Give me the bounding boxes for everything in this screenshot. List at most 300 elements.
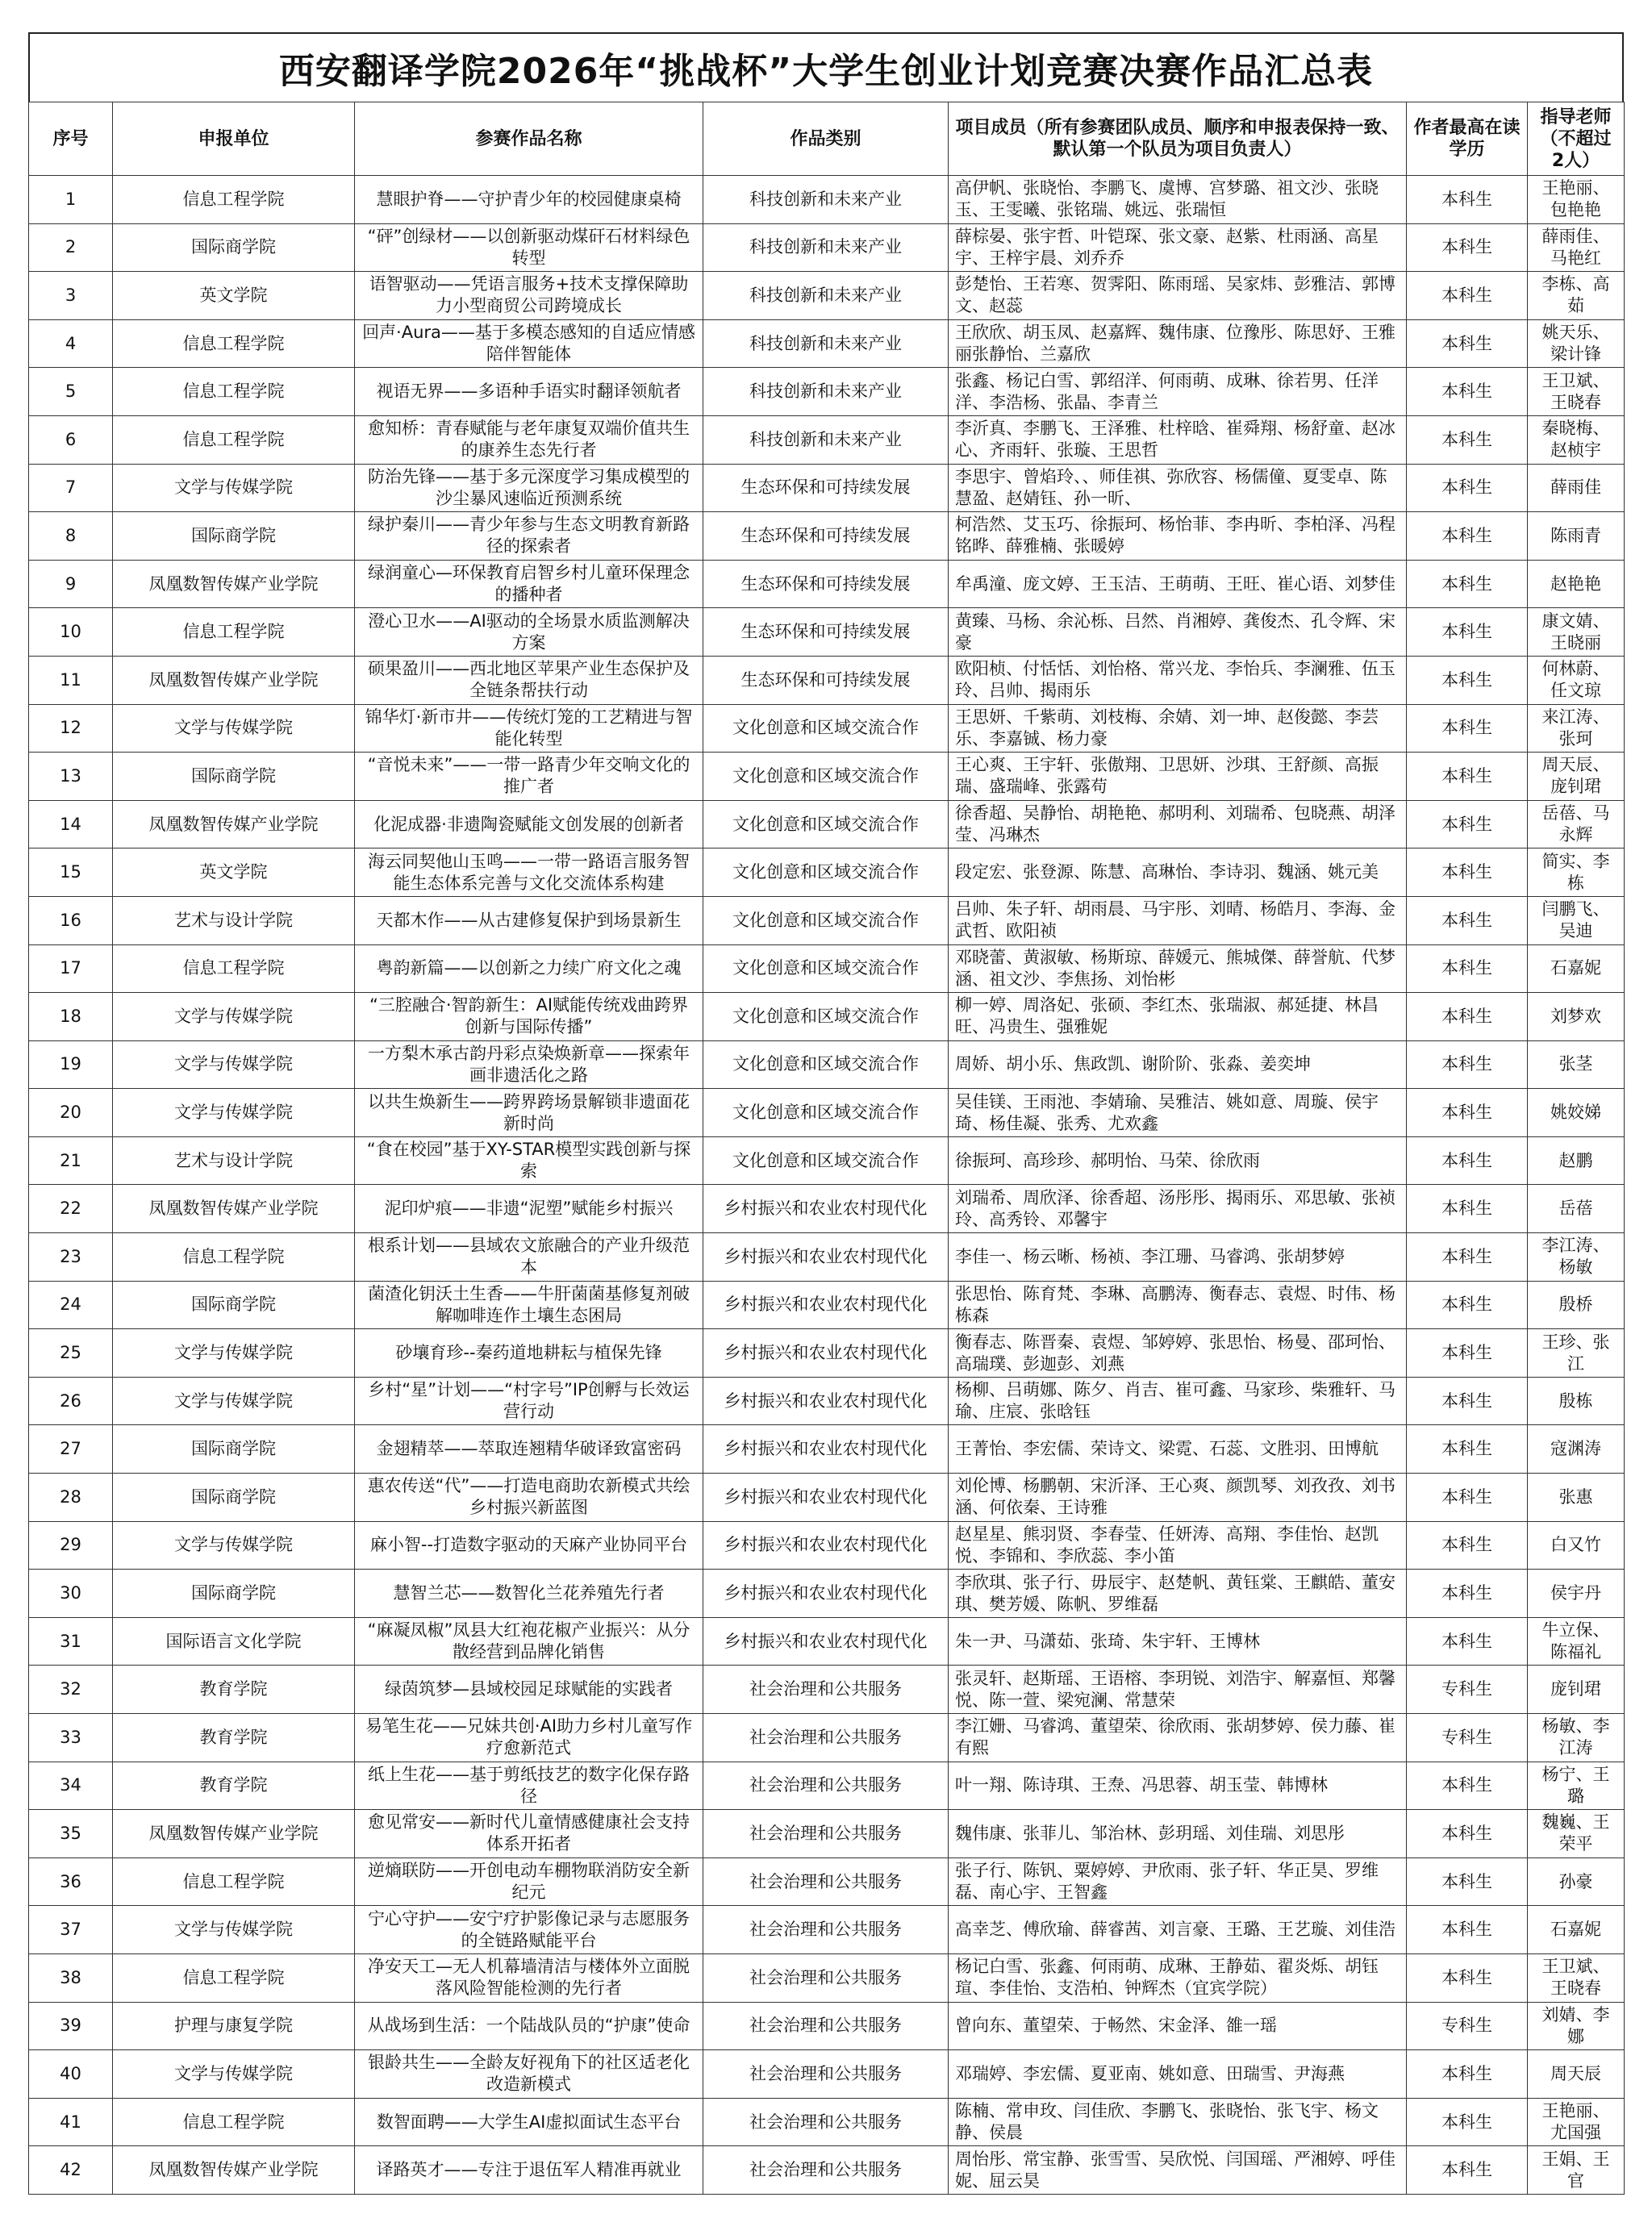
- cell-unit: 国际商学院: [113, 1570, 355, 1618]
- cell-index: 22: [29, 1185, 113, 1233]
- cell-advisor: 来江涛、张珂: [1528, 704, 1625, 753]
- cell-members: 周怡彤、常宝静、张雪雪、吴欣悦、闫国瑶、严湘婷、呼佳妮、屈云昊: [949, 2146, 1407, 2195]
- cell-unit: 国际商学院: [113, 1281, 355, 1329]
- cell-category: 科技创新和未来产业: [703, 223, 949, 272]
- cell-members: 朱一尹、马潇茹、张琦、朱宇轩、王博林: [949, 1617, 1407, 1666]
- cell-unit: 信息工程学院: [113, 176, 355, 224]
- cell-entry-name: 净安天工—无人机幕墙清洁与楼体外立面脱落风险智能检测的先行者: [355, 1953, 703, 2002]
- cell-entry-name: 惠农传送“代”——打造电商助农新模式共绘乡村振兴新蓝图: [355, 1474, 703, 1522]
- cell-advisor: 岳蓓: [1528, 1185, 1625, 1233]
- table-row: [29, 223, 1625, 272]
- cell-advisor: 薛雨佳、马艳红: [1528, 223, 1625, 272]
- table-row: [29, 1953, 1625, 2002]
- table-row: [29, 753, 1625, 801]
- cell-advisor: 魏巍、王荣平: [1528, 1810, 1625, 1858]
- cell-index: 41: [29, 2098, 113, 2146]
- cell-unit: 文学与传媒学院: [113, 704, 355, 753]
- cell-unit: 信息工程学院: [113, 319, 355, 368]
- cell-education: 本科生: [1407, 1858, 1528, 1906]
- cell-unit: 凤凰数智传媒产业学院: [113, 800, 355, 848]
- cell-index: 20: [29, 1089, 113, 1137]
- cell-entry-name: 绿茵筑梦—县域校园足球赋能的实践者: [355, 1666, 703, 1714]
- cell-category: 文化创意和区域交流合作: [703, 800, 949, 848]
- cell-education: 本科生: [1407, 993, 1528, 1041]
- cell-index: 9: [29, 560, 113, 608]
- cell-unit: 文学与传媒学院: [113, 1521, 355, 1570]
- table-row: [29, 896, 1625, 944]
- cell-category: 文化创意和区域交流合作: [703, 753, 949, 801]
- cell-category: 社会治理和公共服务: [703, 1762, 949, 1810]
- cell-members: 张子行、陈钒、粟婷婷、尹欣雨、张子轩、华正昊、罗维磊、南心宇、王智鑫: [949, 1858, 1407, 1906]
- cell-index: 39: [29, 2002, 113, 2050]
- cell-index: 28: [29, 1474, 113, 1522]
- table-row: [29, 1281, 1625, 1329]
- cell-entry-name: 一方梨木承古韵丹彩点染焕新章——探索年画非遗活化之路: [355, 1040, 703, 1089]
- cell-unit: 教育学院: [113, 1714, 355, 1762]
- cell-entry-name: “三腔融合·智韵新生：AI赋能传统戏曲跨界创新与国际传播”: [355, 993, 703, 1041]
- cell-index: 23: [29, 1233, 113, 1282]
- cell-education: 本科生: [1407, 656, 1528, 704]
- cell-members: 李欣琪、张子行、毋辰宇、赵楚帆、黄钰棠、王麒皓、董安琪、樊芳媛、陈帆、罗维磊: [949, 1570, 1407, 1618]
- table-row: [29, 2146, 1625, 2195]
- cell-education: 本科生: [1407, 704, 1528, 753]
- cell-education: 本科生: [1407, 1233, 1528, 1282]
- cell-advisor: 周天辰、庞钊珺: [1528, 753, 1625, 801]
- cell-category: 生态环保和可持续发展: [703, 464, 949, 512]
- cell-entry-name: 译路英才——专注于退伍军人精准再就业: [355, 2146, 703, 2195]
- cell-unit: 护理与康复学院: [113, 2002, 355, 2050]
- cell-index: 27: [29, 1425, 113, 1474]
- cell-index: 11: [29, 656, 113, 704]
- cell-entry-name: 慧智兰芯——数智化兰花养殖先行者: [355, 1570, 703, 1618]
- col-header-entry-name: 参赛作品名称: [355, 102, 703, 176]
- cell-entry-name: 澄心卫水——AI驱动的全场景水质监测解决方案: [355, 608, 703, 657]
- table-row: [29, 560, 1625, 608]
- cell-category: 文化创意和区域交流合作: [703, 993, 949, 1041]
- cell-index: 6: [29, 415, 113, 464]
- cell-education: 本科生: [1407, 2098, 1528, 2146]
- cell-unit: 凤凰数智传媒产业学院: [113, 1810, 355, 1858]
- cell-category: 乡村振兴和农业农村现代化: [703, 1425, 949, 1474]
- cell-education: 专科生: [1407, 1714, 1528, 1762]
- cell-index: 18: [29, 993, 113, 1041]
- table-row: [29, 1089, 1625, 1137]
- cell-advisor: 王卫斌、王晓春: [1528, 1953, 1625, 2002]
- table-row: [29, 1329, 1625, 1378]
- cell-members: 张思怡、陈育梵、李琳、高鹏涛、衡春志、袁煜、时伟、杨栋森: [949, 1281, 1407, 1329]
- cell-index: 26: [29, 1377, 113, 1425]
- cell-index: 3: [29, 272, 113, 320]
- header-row: [29, 102, 1625, 176]
- cell-advisor: 李江涛、杨敏: [1528, 1233, 1625, 1282]
- cell-index: 5: [29, 368, 113, 416]
- cell-entry-name: 绿护秦川——青少年参与生态文明教育新路径的探索者: [355, 512, 703, 561]
- table-row: [29, 1810, 1625, 1858]
- cell-members: 段定宏、张登源、陈慧、高琳怡、李诗羽、魏涵、姚元美: [949, 848, 1407, 897]
- cell-advisor: 侯宇丹: [1528, 1570, 1625, 1618]
- cell-advisor: 石嘉妮: [1528, 944, 1625, 993]
- cell-advisor: 张惠: [1528, 1474, 1625, 1522]
- cell-members: 牟禹潼、庞文婷、王玉洁、王萌萌、王旺、崔心语、刘梦佳: [949, 560, 1407, 608]
- cell-members: 柯浩然、艾玉巧、徐振珂、杨怡菲、李冉昕、李柏泽、冯程铭晔、薛雅楠、张暖婷: [949, 512, 1407, 561]
- cell-category: 科技创新和未来产业: [703, 415, 949, 464]
- table-row: [29, 1474, 1625, 1522]
- cell-index: 7: [29, 464, 113, 512]
- cell-category: 社会治理和公共服务: [703, 2050, 949, 2099]
- cell-members: 李思宇、曾焰玲、、师佳祺、弥欣容、杨儒僮、夏雯卓、陈慧盈、赵婧钰、孙一昕、: [949, 464, 1407, 512]
- table-row: [29, 656, 1625, 704]
- cell-advisor: 陈雨青: [1528, 512, 1625, 561]
- cell-education: 本科生: [1407, 1570, 1528, 1618]
- cell-entry-name: 天都木作——从古建修复保护到场景新生: [355, 896, 703, 944]
- cell-category: 社会治理和公共服务: [703, 1810, 949, 1858]
- cell-members: 黄臻、马杨、余沁栎、吕然、肖湘婷、龚俊杰、孔令辉、宋豪: [949, 608, 1407, 657]
- table-row: [29, 415, 1625, 464]
- cell-advisor: 王卫斌、王晓春: [1528, 368, 1625, 416]
- cell-education: 本科生: [1407, 608, 1528, 657]
- cell-members: 高幸芝、傅欣瑜、薛睿茜、刘言豪、王璐、王艺璇、刘佳浩: [949, 1906, 1407, 1954]
- cell-category: 社会治理和公共服务: [703, 2146, 949, 2195]
- cell-unit: 国际商学院: [113, 1425, 355, 1474]
- cell-advisor: 简实、李栋: [1528, 848, 1625, 897]
- cell-category: 乡村振兴和农业农村现代化: [703, 1185, 949, 1233]
- cell-entry-name: 语智驱动——凭语言服务+技术支撑保障助力小型商贸公司跨境成长: [355, 272, 703, 320]
- table-row: [29, 1233, 1625, 1282]
- table-row: [29, 2002, 1625, 2050]
- cell-education: 本科生: [1407, 464, 1528, 512]
- cell-category: 乡村振兴和农业农村现代化: [703, 1474, 949, 1522]
- cell-entry-name: 愈见常安——新时代儿童情感健康社会支持体系开拓者: [355, 1810, 703, 1858]
- cell-members: 周娇、胡小乐、焦政凯、谢阶阶、张淼、姜奕坤: [949, 1040, 1407, 1089]
- cell-unit: 文学与传媒学院: [113, 464, 355, 512]
- cell-education: 本科生: [1407, 415, 1528, 464]
- cell-index: 8: [29, 512, 113, 561]
- cell-category: 社会治理和公共服务: [703, 1953, 949, 2002]
- cell-members: 薛棕晏、张宇哲、叶铠琛、张文豪、赵紫、杜雨涵、高星宇、王梓宇晨、刘乔乔: [949, 223, 1407, 272]
- cell-unit: 信息工程学院: [113, 368, 355, 416]
- cell-index: 25: [29, 1329, 113, 1378]
- cell-advisor: 庞钊珺: [1528, 1666, 1625, 1714]
- cell-index: 38: [29, 1953, 113, 2002]
- cell-unit: 教育学院: [113, 1666, 355, 1714]
- cell-unit: 国际商学院: [113, 1474, 355, 1522]
- table-row: [29, 1666, 1625, 1714]
- cell-entry-name: 绿润童心—环保教育启智乡村儿童环保理念的播种者: [355, 560, 703, 608]
- cell-entry-name: 砂壤育珍--秦药道地耕耘与植保先锋: [355, 1329, 703, 1378]
- cell-index: 33: [29, 1714, 113, 1762]
- cell-category: 乡村振兴和农业农村现代化: [703, 1377, 949, 1425]
- cell-advisor: 王娟、王官: [1528, 2146, 1625, 2195]
- cell-unit: 信息工程学院: [113, 1858, 355, 1906]
- cell-entry-name: 从战场到生活：一个陆战队员的“护康”使命: [355, 2002, 703, 2050]
- cell-members: 欧阳桢、付恬恬、刘怡格、常兴龙、李怡兵、李澜雅、伍玉玲、吕帅、揭雨乐: [949, 656, 1407, 704]
- cell-category: 乡村振兴和农业农村现代化: [703, 1233, 949, 1282]
- cell-members: 王心爽、王宇轩、张傲翔、卫思妍、沙琪、王舒颜、高振瑞、盛瑞峰、张露苟: [949, 753, 1407, 801]
- cell-category: 乡村振兴和农业农村现代化: [703, 1617, 949, 1666]
- cell-members: 衡春志、陈晋秦、袁煜、邹婷婷、张思怡、杨曼、邵珂怡、高瑞璞、彭迦彭、刘燕: [949, 1329, 1407, 1378]
- cell-education: 本科生: [1407, 512, 1528, 561]
- cell-entry-name: “砰”创绿材——以创新驱动煤矸石材料绿色转型: [355, 223, 703, 272]
- table-row: [29, 1521, 1625, 1570]
- cell-index: 30: [29, 1570, 113, 1618]
- cell-education: 本科生: [1407, 319, 1528, 368]
- cell-index: 42: [29, 2146, 113, 2195]
- cell-advisor: 殷栋: [1528, 1377, 1625, 1425]
- cell-members: 吴佳镁、王雨池、李婧瑜、吴雅洁、姚如意、周璇、侯宇琦、杨佳凝、张秀、尤欢鑫: [949, 1089, 1407, 1137]
- cell-education: 本科生: [1407, 1810, 1528, 1858]
- cell-education: 本科生: [1407, 1377, 1528, 1425]
- cell-category: 社会治理和公共服务: [703, 2002, 949, 2050]
- cell-index: 36: [29, 1858, 113, 1906]
- cell-education: 本科生: [1407, 368, 1528, 416]
- cell-advisor: 杨敏、李江涛: [1528, 1714, 1625, 1762]
- cell-education: 本科生: [1407, 1136, 1528, 1185]
- cell-category: 社会治理和公共服务: [703, 1714, 949, 1762]
- cell-unit: 凤凰数智传媒产业学院: [113, 1185, 355, 1233]
- cell-index: 10: [29, 608, 113, 657]
- cell-category: 文化创意和区域交流合作: [703, 1089, 949, 1137]
- cell-members: 吕帅、朱子轩、胡雨晨、马宇彤、刘晴、杨皓月、李海、金武哲、欧阳祯: [949, 896, 1407, 944]
- cell-unit: 国际商学院: [113, 223, 355, 272]
- cell-index: 4: [29, 319, 113, 368]
- cell-entry-name: 化泥成器·非遗陶瓷赋能文创发展的创新者: [355, 800, 703, 848]
- cell-entry-name: 易笔生花——兄妹共创·AI助力乡村儿童写作疗愈新范式: [355, 1714, 703, 1762]
- cell-index: 31: [29, 1617, 113, 1666]
- col-header-category: 作品类别: [703, 102, 949, 176]
- sheet-title: 西安翻译学院2026年“挑战杯”大学生创业计划竞赛决赛作品汇总表: [28, 32, 1624, 102]
- cell-education: 本科生: [1407, 1521, 1528, 1570]
- cell-index: 29: [29, 1521, 113, 1570]
- cell-entry-name: 根系计划——县域农文旅融合的产业升级范本: [355, 1233, 703, 1282]
- cell-index: 17: [29, 944, 113, 993]
- cell-members: 邓晓蕾、黄淑敏、杨斯琼、薛媛元、熊城傑、薛誉航、代梦涵、祖文沙、李焦扬、刘怡彬: [949, 944, 1407, 993]
- cell-unit: 文学与传媒学院: [113, 2050, 355, 2099]
- cell-entry-name: 麻小智--打造数字驱动的天麻产业协同平台: [355, 1521, 703, 1570]
- cell-advisor: 石嘉妮: [1528, 1906, 1625, 1954]
- cell-members: 高伊帆、张晓怡、李鹏飞、虞博、宫梦璐、祖文沙、张晓玉、王雯曦、张铭瑞、姚远、张瑞恒: [949, 176, 1407, 224]
- cell-category: 乡村振兴和农业农村现代化: [703, 1570, 949, 1618]
- cell-unit: 凤凰数智传媒产业学院: [113, 560, 355, 608]
- cell-entry-name: 数智面聘——大学生AI虚拟面试生态平台: [355, 2098, 703, 2146]
- cell-index: 34: [29, 1762, 113, 1810]
- cell-index: 21: [29, 1136, 113, 1185]
- table-row: [29, 993, 1625, 1041]
- table-row: [29, 1617, 1625, 1666]
- cell-entry-name: 泥印炉痕——非遗“泥塑”赋能乡村振兴: [355, 1185, 703, 1233]
- cell-members: 魏伟康、张菲儿、邹治林、彭玥瑶、刘佳瑞、刘思彤: [949, 1810, 1407, 1858]
- cell-unit: 国际语言文化学院: [113, 1617, 355, 1666]
- col-header-unit: 申报单位: [113, 102, 355, 176]
- cell-unit: 文学与传媒学院: [113, 1906, 355, 1954]
- cell-members: 徐振珂、高珍珍、郝明怡、马荣、徐欣雨: [949, 1136, 1407, 1185]
- cell-education: 本科生: [1407, 1040, 1528, 1089]
- cell-category: 生态环保和可持续发展: [703, 512, 949, 561]
- cell-index: 19: [29, 1040, 113, 1089]
- cell-index: 12: [29, 704, 113, 753]
- col-header-index: 序号: [29, 102, 113, 176]
- cell-advisor: 王珍、张江: [1528, 1329, 1625, 1378]
- cell-education: 本科生: [1407, 1185, 1528, 1233]
- cell-education: 本科生: [1407, 1617, 1528, 1666]
- cell-unit: 文学与传媒学院: [113, 1377, 355, 1425]
- table-row: [29, 1425, 1625, 1474]
- table-row: [29, 704, 1625, 753]
- cell-unit: 信息工程学院: [113, 1233, 355, 1282]
- cell-education: 专科生: [1407, 2002, 1528, 2050]
- cell-entry-name: 纸上生花——基于剪纸技艺的数字化保存路径: [355, 1762, 703, 1810]
- table-row: [29, 1185, 1625, 1233]
- cell-members: 叶一翔、陈诗琪、王焘、冯思蓉、胡玉莹、韩博林: [949, 1762, 1407, 1810]
- cell-unit: 教育学院: [113, 1762, 355, 1810]
- cell-category: 科技创新和未来产业: [703, 368, 949, 416]
- cell-unit: 文学与传媒学院: [113, 993, 355, 1041]
- cell-category: 文化创意和区域交流合作: [703, 944, 949, 993]
- cell-advisor: 姚姣娣: [1528, 1089, 1625, 1137]
- cell-education: 本科生: [1407, 1281, 1528, 1329]
- cell-unit: 凤凰数智传媒产业学院: [113, 2146, 355, 2195]
- table-row: [29, 1377, 1625, 1425]
- cell-advisor: 孙豪: [1528, 1858, 1625, 1906]
- cell-unit: 信息工程学院: [113, 1953, 355, 2002]
- cell-advisor: 赵鹏: [1528, 1136, 1625, 1185]
- cell-members: 徐香超、吴静怡、胡艳艳、郝明利、刘瑞希、包晓燕、胡泽莹、冯琳杰: [949, 800, 1407, 848]
- cell-unit: 信息工程学院: [113, 2098, 355, 2146]
- cell-entry-name: 慧眼护脊——守护青少年的校园健康桌椅: [355, 176, 703, 224]
- cell-entry-name: 粤韵新篇——以创新之力续广府文化之魂: [355, 944, 703, 993]
- cell-members: 李沂真、李鹏飞、王泽雅、杜梓晗、崔舜翔、杨舒童、赵冰心、齐雨轩、张璇、王思哲: [949, 415, 1407, 464]
- cell-entry-name: 乡村“星”计划——“村字号”IP创孵与长效运营行动: [355, 1377, 703, 1425]
- table-row: [29, 2098, 1625, 2146]
- cell-unit: 文学与传媒学院: [113, 1040, 355, 1089]
- cell-category: 社会治理和公共服务: [703, 1906, 949, 1954]
- cell-members: 王思妍、千紫萌、刘枝梅、余婧、刘一坤、赵俊懿、李芸乐、李嘉铖、杨力豪: [949, 704, 1407, 753]
- table-row: [29, 1040, 1625, 1089]
- table-row: [29, 1906, 1625, 1954]
- col-header-education: 作者最高在读学历: [1407, 102, 1528, 176]
- cell-unit: 艺术与设计学院: [113, 896, 355, 944]
- cell-category: 文化创意和区域交流合作: [703, 848, 949, 897]
- cell-index: 40: [29, 2050, 113, 2099]
- cell-unit: 英文学院: [113, 848, 355, 897]
- cell-advisor: 秦晓梅、赵桢宇: [1528, 415, 1625, 464]
- cell-advisor: 姚天乐、梁计锋: [1528, 319, 1625, 368]
- cell-unit: 信息工程学院: [113, 608, 355, 657]
- cell-entry-name: “音悦未来”——一带一路青少年交响文化的推广者: [355, 753, 703, 801]
- cell-unit: 凤凰数智传媒产业学院: [113, 656, 355, 704]
- cell-members: 曾向东、董望荣、于畅然、宋金泽、雒一瑶: [949, 2002, 1407, 2050]
- cell-index: 14: [29, 800, 113, 848]
- cell-entry-name: “食在校园”基于XY-STAR模型实践创新与探索: [355, 1136, 703, 1185]
- cell-education: 本科生: [1407, 800, 1528, 848]
- cell-advisor: 王艳丽、尤国强: [1528, 2098, 1625, 2146]
- cell-advisor: 李栋、高茹: [1528, 272, 1625, 320]
- cell-advisor: 周天辰: [1528, 2050, 1625, 2099]
- cell-index: 1: [29, 176, 113, 224]
- cell-members: 邓瑞婷、李宏儒、夏亚南、姚如意、田瑞雪、尹海燕: [949, 2050, 1407, 2099]
- cell-members: 刘瑞希、周欣泽、徐香超、汤彤彤、揭雨乐、邓思敏、张祯玲、高秀铃、邓馨宇: [949, 1185, 1407, 1233]
- cell-category: 乡村振兴和农业农村现代化: [703, 1521, 949, 1570]
- col-header-members: 项目成员（所有参赛团队成员、顺序和申报表保持一致、默认第一个队员为项目负责人）: [949, 102, 1407, 176]
- cell-category: 社会治理和公共服务: [703, 1666, 949, 1714]
- summary-sheet: [28, 32, 1624, 2195]
- cell-entry-name: 菌渣化钥沃土生香——牛肝菌菌基修复剂破解咖啡连作土壤生态困局: [355, 1281, 703, 1329]
- table-row: [29, 1136, 1625, 1185]
- cell-index: 24: [29, 1281, 113, 1329]
- cell-advisor: 殷桥: [1528, 1281, 1625, 1329]
- cell-education: 本科生: [1407, 176, 1528, 224]
- cell-category: 乡村振兴和农业农村现代化: [703, 1329, 949, 1378]
- cell-advisor: 牛立保、陈福礼: [1528, 1617, 1625, 1666]
- cell-category: 文化创意和区域交流合作: [703, 704, 949, 753]
- cell-education: 本科生: [1407, 944, 1528, 993]
- cell-education: 本科生: [1407, 1762, 1528, 1810]
- cell-education: 本科生: [1407, 848, 1528, 897]
- cell-index: 15: [29, 848, 113, 897]
- cell-entry-name: 视语无界——多语种手语实时翻译领航者: [355, 368, 703, 416]
- cell-advisor: 白又竹: [1528, 1521, 1625, 1570]
- table-row: [29, 1570, 1625, 1618]
- cell-education: 本科生: [1407, 2146, 1528, 2195]
- cell-index: 13: [29, 753, 113, 801]
- cell-unit: 文学与传媒学院: [113, 1089, 355, 1137]
- cell-entry-name: 逆熵联防——开创电动车棚物联消防安全新纪元: [355, 1858, 703, 1906]
- table-row: [29, 1762, 1625, 1810]
- cell-entry-name: 银龄共生——全龄友好视角下的社区适老化改造新模式: [355, 2050, 703, 2099]
- cell-category: 社会治理和公共服务: [703, 1858, 949, 1906]
- cell-advisor: 杨宁、王璐: [1528, 1762, 1625, 1810]
- cell-members: 王欣欣、胡玉凤、赵嘉辉、魏伟康、位豫彤、陈思妤、王雅丽张静怡、兰嘉欣: [949, 319, 1407, 368]
- cell-unit: 国际商学院: [113, 512, 355, 561]
- cell-index: 35: [29, 1810, 113, 1858]
- cell-category: 生态环保和可持续发展: [703, 656, 949, 704]
- cell-advisor: 康文婧、王晓丽: [1528, 608, 1625, 657]
- table-row: [29, 608, 1625, 657]
- cell-category: 文化创意和区域交流合作: [703, 1040, 949, 1089]
- cell-education: 本科生: [1407, 1474, 1528, 1522]
- cell-category: 生态环保和可持续发展: [703, 560, 949, 608]
- cell-category: 生态环保和可持续发展: [703, 608, 949, 657]
- cell-entry-name: 以共生焕新生——跨界跨场景解锁非遗面花新时尚: [355, 1089, 703, 1137]
- cell-entry-name: 金翅精萃——萃取连翘精华破译致富密码: [355, 1425, 703, 1474]
- cell-education: 本科生: [1407, 272, 1528, 320]
- cell-education: 本科生: [1407, 1906, 1528, 1954]
- cell-members: 张鑫、杨记白雪、郭绍洋、何雨萌、成琳、徐若男、任洋洋、李浩杨、张晶、李青兰: [949, 368, 1407, 416]
- table-row: [29, 2050, 1625, 2099]
- cell-advisor: 寇渊涛: [1528, 1425, 1625, 1474]
- cell-advisor: 王艳丽、包艳艳: [1528, 176, 1625, 224]
- cell-advisor: 赵艳艳: [1528, 560, 1625, 608]
- cell-advisor: 岳蓓、马永辉: [1528, 800, 1625, 848]
- cell-index: 2: [29, 223, 113, 272]
- table-row: [29, 368, 1625, 416]
- cell-education: 本科生: [1407, 1089, 1528, 1137]
- cell-members: 赵星星、熊羽贤、李春莹、任妍涛、高翔、李佳怡、赵凯悦、李锦和、李欣蕊、李小笛: [949, 1521, 1407, 1570]
- table-row: [29, 464, 1625, 512]
- table-row: [29, 272, 1625, 320]
- cell-category: 乡村振兴和农业农村现代化: [703, 1281, 949, 1329]
- cell-advisor: 闫鹏飞、吴迪: [1528, 896, 1625, 944]
- cell-advisor: 何林蔚、任文琼: [1528, 656, 1625, 704]
- cell-members: 王菁怡、李宏儒、荣诗文、梁霓、石蕊、文胜羽、田博航: [949, 1425, 1407, 1474]
- cell-members: 刘伦博、杨鹏朝、宋沂泽、王心爽、颜凯琴、刘孜孜、刘书涵、何依秦、王诗雅: [949, 1474, 1407, 1522]
- cell-members: 陈楠、常申玫、闫佳欣、李鹏飞、张晓怡、张飞宇、杨文静、侯晨: [949, 2098, 1407, 2146]
- cell-education: 本科生: [1407, 1329, 1528, 1378]
- cell-members: 李佳一、杨云晰、杨祯、李江珊、马睿鸿、张胡梦婷: [949, 1233, 1407, 1282]
- col-header-advisor: 指导老师（不超过2人）: [1528, 102, 1625, 176]
- cell-index: 32: [29, 1666, 113, 1714]
- cell-unit: 信息工程学院: [113, 415, 355, 464]
- cell-members: 彭楚怡、王若寒、贺霁阳、陈雨瑶、吴家炜、彭雅洁、郭博文、赵蕊: [949, 272, 1407, 320]
